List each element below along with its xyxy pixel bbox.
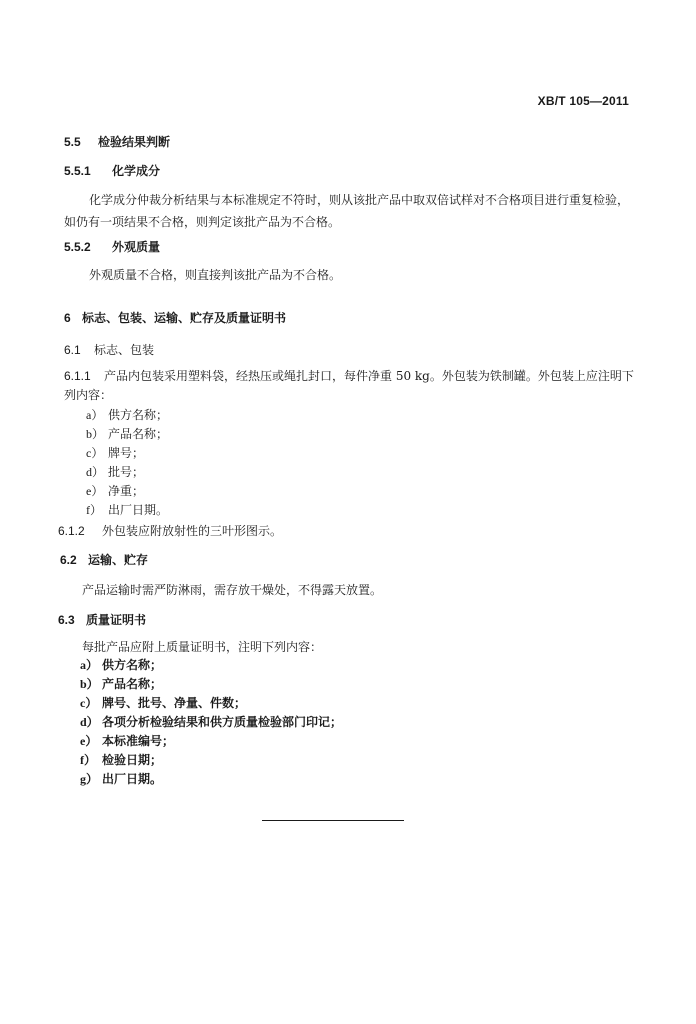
list-item (80, 656, 342, 675)
section-number: 5.5 (64, 135, 81, 149)
list-item (80, 732, 342, 751)
section-6-1-2-paragraph (58, 522, 282, 539)
section-6-2-heading (60, 551, 148, 568)
section-6-heading (64, 309, 286, 326)
list-marker: f） (80, 753, 96, 767)
list-marker: g） (80, 772, 99, 786)
list-text: 净重； (108, 484, 145, 498)
list-item (80, 751, 342, 770)
section-6-1-heading (64, 341, 154, 358)
list-item (86, 463, 168, 482)
section-number: 6.1.2 (58, 524, 85, 538)
section-6-1-1-paragraph (64, 367, 634, 405)
list-text: 出厂日期。 (102, 772, 163, 786)
list-marker: c） (86, 446, 104, 460)
section-number: 6.1.1 (64, 369, 91, 383)
list-text: 供方名称； (102, 658, 163, 672)
section-6-3-list (80, 656, 342, 789)
section-title: 标志、包装、运输、贮存及质量证明书 (82, 311, 287, 325)
list-marker: e） (86, 484, 104, 498)
section-title: 外观质量 (112, 240, 161, 254)
section-number: 5.5.2 (64, 240, 91, 254)
list-item (80, 713, 342, 732)
list-item (86, 406, 168, 425)
list-text: 批号； (108, 465, 145, 479)
section-title: 检验结果判断 (98, 135, 171, 149)
list-marker: d） (80, 715, 99, 729)
section-5-5-2-heading (64, 238, 160, 255)
section-5-5-heading (64, 133, 170, 150)
section-6-3-intro: 每批产品应附上质量证明书，注明下列内容： (82, 640, 323, 654)
list-item (86, 501, 168, 520)
list-text: 产品名称； (102, 677, 163, 691)
list-item (86, 425, 168, 444)
list-item (86, 482, 168, 501)
paragraph-text: 产品内包装采用塑料袋，经热压或绳扎封口，每件净重 50 kg。外包装为铁制罐。外包装上应注明下列内容： (64, 369, 634, 402)
list-marker: a） (86, 408, 104, 422)
list-item (86, 444, 168, 463)
list-text: 牌号、批号、净量、件数； (102, 696, 247, 710)
section-6-1-1-list (86, 406, 168, 520)
list-text: 本标准编号； (102, 734, 175, 748)
end-of-standard-rule (262, 820, 404, 821)
section-5-5-1-paragraph: 化学成分仲裁分析结果与本标准规定不符时，则从该批产品中取双倍试样对不合格项目进行重复检验，如仍有一项结果不合格，则判定该批产品为不合格。 (64, 193, 630, 229)
section-5-5-2-paragraph: 外观质量不合格，则直接判该批产品为不合格。 (89, 268, 342, 282)
list-text: 检验日期； (102, 753, 163, 767)
section-number: 6.3 (58, 613, 75, 627)
list-text: 牌号； (108, 446, 145, 460)
list-marker: b） (80, 677, 99, 691)
list-item (80, 694, 342, 713)
section-6-3-heading (58, 611, 146, 628)
list-marker: f） (86, 503, 102, 517)
list-item (80, 770, 342, 789)
section-number: 6.1 (64, 343, 81, 357)
paragraph-text: 外包装应附放射性的三叶形图示。 (102, 524, 283, 538)
section-number: 5.5.1 (64, 164, 91, 178)
section-title: 质量证明书 (86, 613, 147, 627)
section-number: 6 (64, 311, 71, 325)
list-text: 供方名称； (108, 408, 169, 422)
list-marker: b） (86, 427, 105, 441)
list-marker: d） (86, 465, 105, 479)
standard-code: XB/T 105—2011 (537, 94, 629, 108)
list-text: 产品名称； (108, 427, 169, 441)
list-text: 出厂日期。 (108, 503, 169, 517)
section-title: 运输、贮存 (88, 553, 149, 567)
list-marker: c） (80, 696, 98, 710)
list-marker: a） (80, 658, 99, 672)
section-title: 化学成分 (112, 164, 161, 178)
list-text: 各项分析检验结果和供方质量检验部门印记； (102, 715, 343, 729)
list-item (80, 675, 342, 694)
section-5-5-1-heading (64, 162, 160, 179)
section-6-2-paragraph: 产品运输时需严防淋雨，需存放干燥处，不得露天放置。 (82, 583, 383, 597)
section-number: 6.2 (60, 553, 77, 567)
list-marker: e） (80, 734, 98, 748)
section-title: 标志、包装 (94, 343, 155, 357)
